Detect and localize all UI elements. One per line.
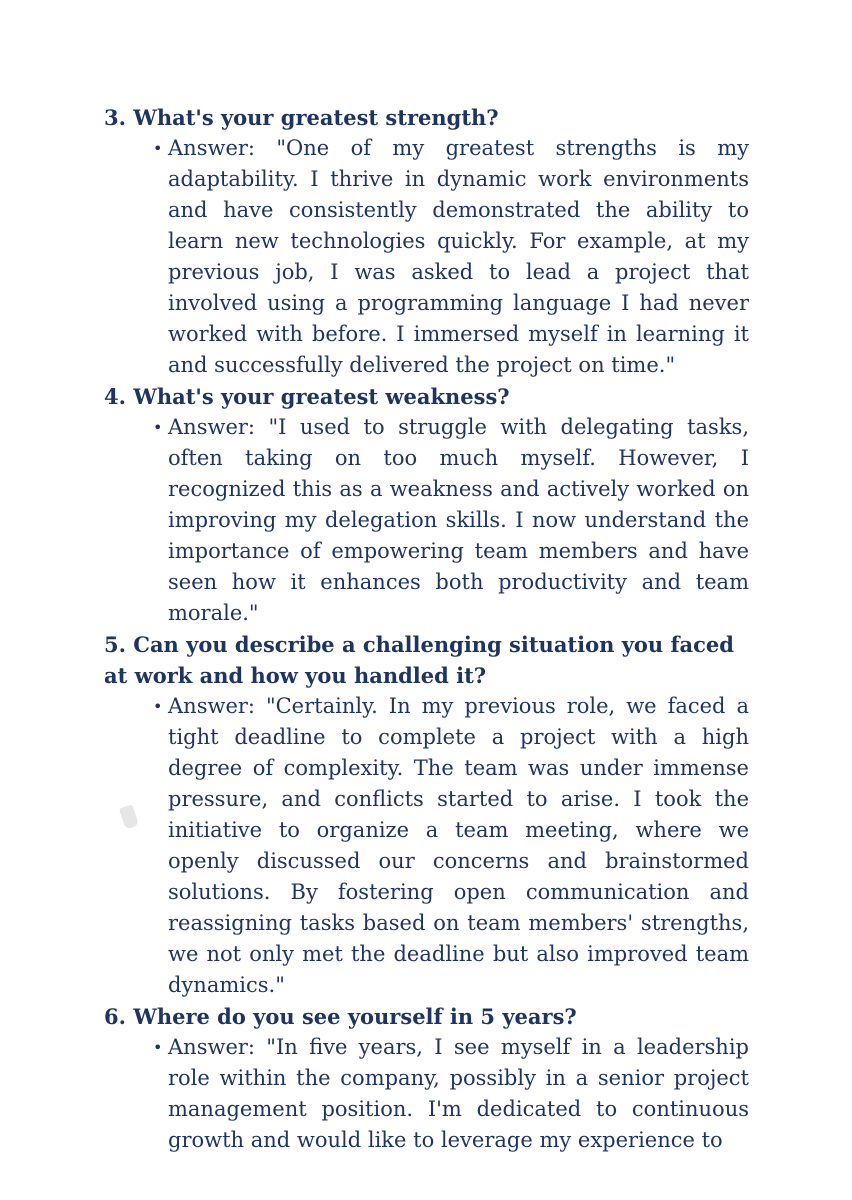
bullet-icon: • (153, 697, 163, 716)
qa-section-weakness (104, 381, 749, 629)
bullet-icon: • (153, 139, 163, 158)
answer-text: Answer: "Certainly. In my previous role, we faced a tight deadline to complete a project with a high degree of complexity. The team was under immense pressure, and conflicts started to arise. I took the initiative to organize a team meeting, where we openly discussed our concerns and brainstormed solutions. By fostering open communication and reassigning tasks based on team members' strengths, we not only met the deadline but also improved team dynamics." (168, 694, 749, 997)
bullet-icon: • (153, 1038, 163, 1057)
answer-paragraph (153, 133, 749, 381)
answer-text: Answer: "One of my greatest strengths is my adaptability. I thrive in dynamic work environments and have consistently demonstrated the ability to learn new technologies quickly. For example, at my previous job, I was asked to lead a project that involved using a programming language I had never worked with before. I immersed myself in learning it and successfully delivered the project on time." (168, 136, 749, 377)
question-heading: 3. What's your greatest strength? (104, 105, 499, 130)
qa-section-strength (104, 102, 749, 381)
qa-section-challenge (104, 629, 749, 1001)
answer-text: Answer: "In five years, I see myself in a leadership role within the company, possibly in a senior project management position. I'm dedicated to continuous growth and would like to leverage my experience to (168, 1035, 749, 1152)
question-heading: 4. What's your greatest weakness? (104, 384, 510, 409)
question-heading: 6. Where do you see yourself in 5 years? (104, 1004, 577, 1029)
answer-text: Answer: "I used to struggle with delegating tasks, often taking on too much myself. However, I recognized this as a weakness and actively worked on improving my delegation skills. I now understand the importance of empowering team members and have seen how it enhances both productivity and team morale." (168, 415, 749, 625)
answer-paragraph (153, 1032, 749, 1156)
answer-paragraph (153, 691, 749, 1001)
answer-paragraph (153, 412, 749, 629)
qa-content (104, 102, 749, 1156)
qa-section-five-years (104, 1001, 749, 1156)
bullet-icon: • (153, 418, 163, 437)
question-heading: 5. Can you describe a challenging situation you faced at work and how you handled it? (104, 632, 734, 688)
